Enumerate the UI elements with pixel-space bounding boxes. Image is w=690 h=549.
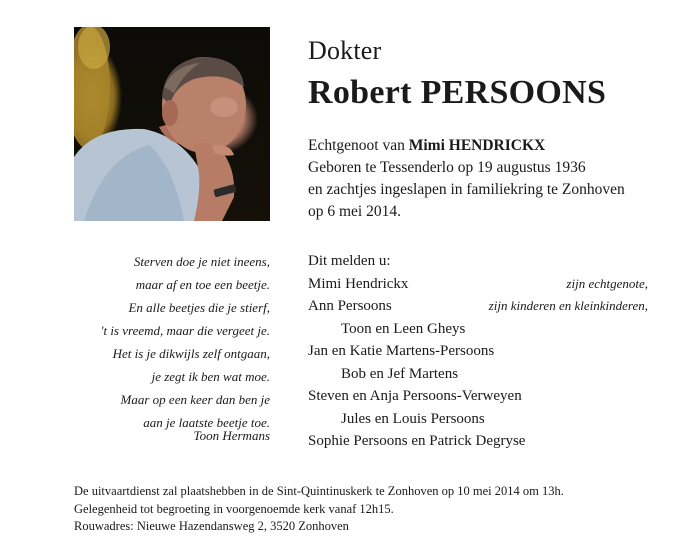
family-member-name: Jan en Katie Martens-Persoons	[308, 343, 495, 359]
title-prefix: Dokter	[308, 36, 382, 65]
family-row	[308, 363, 648, 386]
family-list	[308, 250, 648, 453]
birth-line: Geboren te Tessenderlo op 19 augustus 1936	[308, 159, 586, 176]
family-member-name: Mimi Hendrickx	[308, 275, 409, 292]
poem-line: Sterven doe je niet ineens,	[133, 254, 270, 269]
poem-line: aan je laatste beetje toe.	[143, 415, 270, 430]
family-row	[308, 385, 648, 408]
poem-line: 't is vreemd, maar die vergeet je.	[100, 323, 270, 338]
deceased-name: Robert PERSOONS	[308, 74, 607, 111]
poem	[101, 250, 270, 434]
funeral-details	[74, 483, 564, 536]
family-member-name: Sophie Persoons en Patrick Degryse	[308, 433, 526, 449]
family-member-name: Bob en Jef Martens	[341, 365, 459, 382]
family-intro	[308, 250, 648, 273]
family-member-name: Toon en Leen Gheys	[341, 320, 466, 337]
family-row	[308, 340, 648, 363]
death-line-2: op 6 mei 2014.	[308, 203, 401, 220]
family-row	[308, 273, 648, 296]
spouse-line	[308, 135, 625, 157]
poem-line: je zegt ik ben wat moe.	[151, 369, 270, 384]
family-member-name: Jules en Louis Persoons	[341, 410, 485, 427]
biography	[308, 135, 625, 223]
poem-line: Maar op een keer dan ben je	[120, 392, 270, 407]
spouse-name: Mimi HENDRICKX	[408, 137, 546, 154]
poem-author: Toon Hermans	[193, 428, 270, 443]
portrait-photo	[74, 27, 270, 221]
family-role: zijn echtgenote,	[566, 275, 648, 291]
mourning-address-line: Rouwadres: Nieuwe Hazendansweg 2, 3520 Zonhoven	[74, 519, 349, 533]
family-member-name: Ann Persoons	[308, 298, 392, 314]
family-intro-text: Dit melden u:	[308, 253, 391, 269]
spouse-prefix: Echtgenoot van	[308, 137, 409, 154]
family-row	[308, 295, 648, 318]
family-role: zijn kinderen en kleinkinderen,	[488, 298, 648, 313]
family-row	[308, 408, 648, 431]
poem-line: maar af en toe een beetje.	[135, 277, 270, 292]
poem-line: Het is je dikwijls zelf ontgaan,	[112, 346, 270, 361]
funeral-service-line: De uitvaartdienst zal plaatshebben in de Sint-Quintinuskerk te Zonhoven op 10 mei 2014 om 13h.	[74, 484, 564, 498]
portrait-illustration	[74, 27, 270, 221]
family-member-name: Steven en Anja Persoons-Verweyen	[308, 388, 522, 404]
poem-line: En alle beetjes die je stierf,	[128, 300, 270, 315]
death-line-1: en zachtjes ingeslapen in familiekring te Zonhoven	[308, 181, 625, 198]
visitation-line: Gelegenheid tot begroeting in voorgenoemde kerk vanaf 12h15.	[74, 501, 394, 516]
family-row	[308, 318, 648, 341]
family-row	[308, 430, 648, 453]
